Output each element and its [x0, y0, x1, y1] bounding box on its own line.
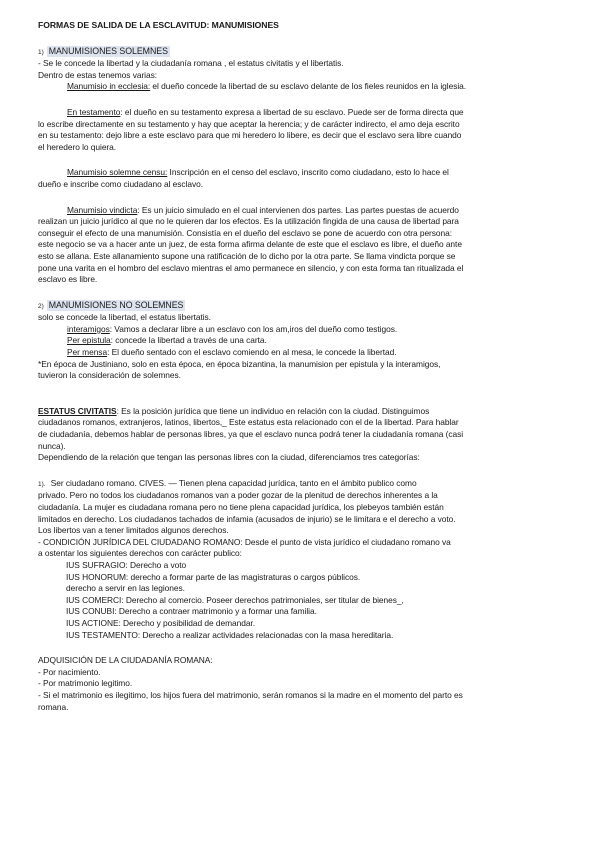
paragraph-line: solo se concede la libertad, el estatus libertatis.	[38, 312, 211, 323]
list-item: - Si el matrimonio es ilegitimo, los hijos fuera del matrimonio, serán romanos si la madre en el momento del parto es	[38, 689, 463, 700]
term-text: : Vamos a declarar libre a un esclavo con los am,iros del dueño como testigos.	[109, 323, 398, 334]
term-text: : Es la posición jurídica que tiene un individuo en relación con la ciudad. Distinguimos	[116, 405, 430, 416]
item-vindicta	[38, 205, 568, 217]
section-heading-solemnes	[38, 46, 568, 59]
paragraph-line: privado. Pero no todos los ciudadanos romanos van a poder gozar de la plenitud de derechos inherentes a la	[38, 490, 438, 501]
paragraph-line: de ciudadanía, debemos hablar de personas libres, ya que el esclavo nunca podrá tener la ciudadanía romana (casi	[38, 429, 464, 440]
paragraph-line: realizan un juicio jurídico al que no le quieren dar los efectos. Es la utilización fingida de una causa de libertad para	[38, 216, 459, 227]
term: Per mensa	[67, 347, 108, 358]
term: Manumisio vindicta	[67, 204, 138, 215]
paragraph-line: ciudadanía. La mujer es ciudadana romana pero no tiene plena capacidad jurídica, los plebeyos también están	[38, 502, 444, 512]
paragraph-line: esclavo es libre.	[38, 274, 98, 285]
section-number: 1)	[38, 48, 44, 56]
term: Per epistula	[67, 335, 111, 346]
paragraph-line: el heredero lo quiera.	[38, 141, 117, 152]
section-heading-no-solemnes	[38, 300, 568, 313]
paragraph-line: Los libertos van a tener limitados algunos derechos.	[38, 525, 229, 536]
paragraph-line: dueño e inscribe como ciudadano al esclavo.	[38, 178, 203, 189]
term-text: el dueño concede la libertad de su esclavo delante de los fieles reunidos en la iglesia.	[150, 81, 467, 92]
term-text: : concede la libertad a través de una carta.	[110, 335, 267, 346]
term: Manumisio in ecclesia:	[67, 81, 151, 92]
item-per-mensa	[38, 347, 568, 359]
list-item: - Por matrimonio legitimo.	[38, 678, 133, 689]
paragraph-line: Dependiendo de la relación que tengan las personas libres con la ciudad, diferenciamos tres categorías:	[38, 452, 420, 463]
section-title: MANUMISIONES SOLEMNES	[48, 45, 168, 56]
ciudadano-romano-paragraph	[38, 478, 568, 491]
section-number: 1).	[38, 480, 46, 488]
right-item: IUS TESTAMENTO: Derecho a realizar actividades relacionadas con la masa hereditaria.	[66, 629, 394, 640]
paragraph-line: nunca).	[38, 440, 66, 451]
item-solemne-censu	[38, 167, 568, 179]
paragraph-line: - CONDICIÓN JURÍDICA DEL CIUDADANO ROMANO: Desde el punto de vista jurídico el ciudadano romano va	[38, 536, 451, 547]
right-item: IUS HONORUM: derecho a formar parte de las magistraturas o cargos públicos.	[66, 571, 361, 582]
right-item: derecho a servir en las legiones.	[66, 583, 185, 594]
right-item: IUS SUFRAGIO: Derecho a voto	[66, 559, 187, 570]
term: En testamento	[67, 106, 121, 117]
note-line: tuvieron la consideración de solemnes.	[38, 370, 181, 381]
list-item: - Por nacimiento.	[38, 666, 101, 677]
note-line: *En época de Justiniano, solo en esta época, en época bizantina, la manumision per epistula y la interamigos,	[38, 358, 441, 369]
item-manumisio-ecclesia	[38, 81, 568, 93]
paragraph-line: lo escribe directamente en su testamento y hay que aceptar la herencia; y de carácter indirecto, el amo deja escrito	[38, 118, 460, 129]
paragraph-line: limitados en derecho. Los ciudadanos tachados de infamia (acusados de injurio) se le limitara e el derecho a voto.	[38, 513, 456, 524]
paragraph-line: ciudadanos romanos, extranjeros, latinos, libertos,_ Este estatus esta relacionado con el de la libertad. Para hablar	[38, 417, 459, 428]
list-item: romana.	[38, 701, 69, 712]
item-per-epistula	[38, 335, 568, 347]
term-text: : El dueño sentado con el esclavo comiendo en al mesa, le concede la libertad.	[107, 347, 397, 358]
paragraph-line: pone una varita en el hombro del esclavo mientras el amo permanece en silencio, y con esta forma tan ritualizada el	[38, 262, 464, 273]
term-text: : Es un juicio simulado en el cual intervienen dos partes. Las partes puestas de acuerdo	[137, 204, 459, 215]
document-title: FORMAS DE SALIDA DE LA ESCLAVITUD: MANUMISIONES	[38, 20, 279, 30]
estatus-civitatis-paragraph	[38, 406, 568, 418]
item-testamento	[38, 107, 568, 119]
term: interamigos	[67, 323, 110, 334]
paragraph-line: - Se le concede la libertad y la ciudadanía romana , el estatus civitatis y el libertatis.	[38, 58, 344, 69]
term: ESTATUS CIVITATIS	[38, 405, 117, 416]
right-item: IUS ACTIONE: Derecho y posibilidad de demandar.	[66, 617, 255, 628]
paragraph-line: a ostentar los siguientes derechos con carácter publico:	[38, 548, 242, 559]
term-text: Inscripción en el censo del esclavo, inscrito como ciudadano, esto lo hace el	[167, 167, 449, 178]
item-interamigos	[38, 324, 568, 336]
section-title: MANUMISIONES NO SOLEMNES	[48, 299, 184, 310]
adquisicion-heading: ADQUISICIÓN DE LA CIUDADANÍA ROMANA:	[38, 655, 213, 666]
term-text: : el dueño en su testamento expresa a libertad de su esclavo. Puede ser de forma directa que	[120, 106, 464, 117]
paragraph-line: este negocio se va a hacer ante un juez, de esta forma afirma delante de este que el esclavo es libre, el dueño ante	[38, 239, 462, 250]
paragraph-line: conseguir el efecto de una manumisión. Consistía en el dueño del esclavo se pone de acuerdo con otra persona:	[38, 227, 453, 238]
section-number: 2)	[38, 302, 44, 310]
right-item: IUS CONUBI: Derecho a contraer matrimonio y a formar una familia.	[66, 606, 317, 617]
paragraph-line: Dentro de estas tenemos varias:	[38, 69, 158, 80]
paragraph-line: en su testamento: dejo libre a este esclavo para que mi heredero lo libere, es decir que el esclavo sera libre cuando	[38, 130, 462, 141]
paragraph-line: esto se allana. Este allanamiento supone una ratificación de lo dicho por la otra parte. Se llama vindicta porque se	[38, 250, 456, 261]
term: Manumisio solemne censu:	[67, 167, 168, 178]
right-item: IUS COMERCI: Derecho al comercio. Poseer derechos patrimoniales, ser titular de bienes_,	[66, 594, 404, 605]
document-page	[38, 20, 568, 713]
term-text: Ser ciudadano romano. CIVES. — Tienen plena capacidad jurídica, tanto en el ámbito publico como	[48, 477, 417, 488]
